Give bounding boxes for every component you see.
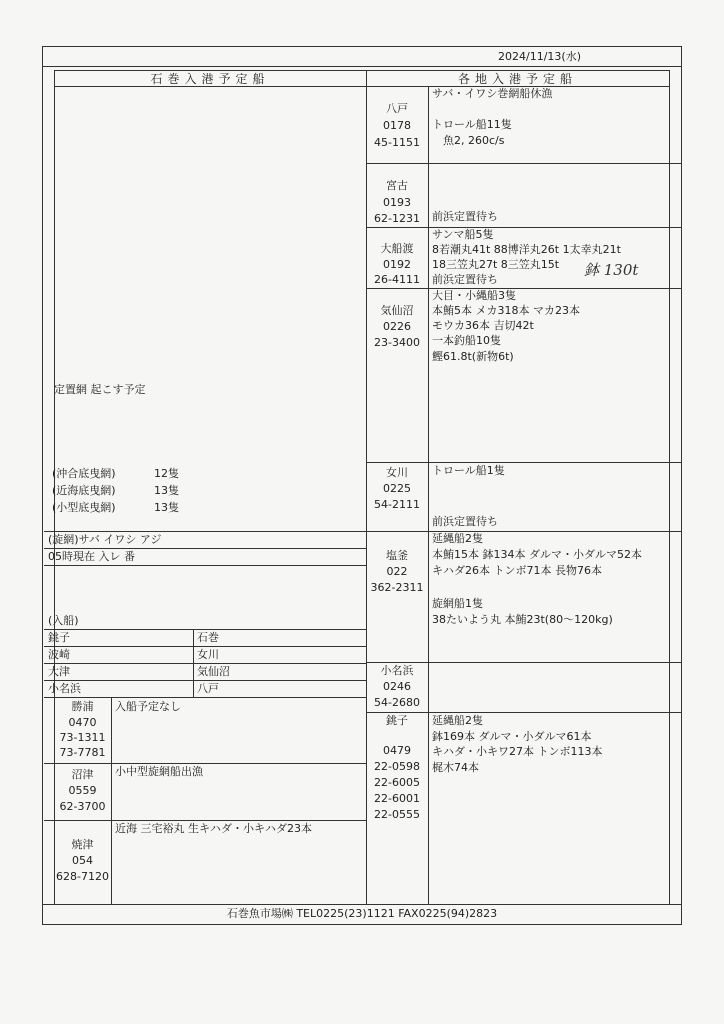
right-header: 各地入港予定船 <box>457 72 577 86</box>
block-content: 小中型旋網船出漁 <box>115 765 203 778</box>
port-name: 小名浜 <box>380 664 414 677</box>
left-header: 石巻入港予定船 <box>150 72 270 86</box>
frame-right <box>681 46 682 925</box>
port-name: 八戸 <box>386 102 408 115</box>
frame-top <box>42 46 682 47</box>
makiami-row: (旋網)サバ イワシ アジ <box>48 533 162 546</box>
block-content: 近海 三宅裕丸 生キハダ・小キハダ23本 <box>115 822 312 835</box>
port-name: 女川 <box>386 466 408 479</box>
trawl-count: 13隻 <box>154 484 179 497</box>
trawl-count: 12隻 <box>154 467 179 480</box>
nyusen-label: (入船) <box>48 614 79 627</box>
footer: 石巻魚市場㈱ TEL0225(23)1121 FAX0225(94)2823 <box>226 907 498 920</box>
handwritten-note: 鉢 130t <box>584 261 639 279</box>
port-from: 波崎 <box>48 648 70 661</box>
port-to: 八戸 <box>197 682 219 695</box>
trawl-count: 13隻 <box>154 501 179 514</box>
teichi-note: 定置網 起こす予定 <box>54 383 146 396</box>
block-content: 入船予定なし <box>115 700 181 713</box>
document-page: 2024/11/13(水) 石巻入港予定船 各地入港予定船 定置網 起こす予定 (沖合底曳網) 12隻 (近海底曳網) 13隻 (小型底曳網) 13隻 (旋網)サバ イワシ アジ 05時現在 入レ 番 (入船) 銚子 石巻 波崎 女川 大津 気仙沼 小名浜 八戸 勝浦 0470 73-1311 73-7781 入船予定なし 沼津 0559 62-3700 小中型旋網船出漁 焼津 054 628-7120 近海 三宅裕丸 生キハダ・小キハダ23本 八戸 0178 45-1151 サバ・イワシ巻網船休漁 トロール船11隻 魚2, 260c/s 宮古 0193 62-1231 前浜定置待ち 大船渡 0192 26-4111 サンマ船5隻 8若潮丸41t 88博洋丸26t 1太幸丸21t 18三笠丸27t 8三笠丸15t 前浜定置待ち 鉢 130t 気仙沼 0226 23-3400 大目・小縄船3隻 本鮪5本 メカ318本 マカ23本 モウカ36本 吉切42t 一本釣船10隻 鰹61.8t(新物6t) 女川 0225 54-2111 トロール船1隻 前浜定置待ち 塩釜 022 362-2311 延縄船2隻 本鮪15本 鉢134本 ダルマ・小ダルマ52本 キハダ26本 トンボ71本 長物76本 旋網船1隻 38たいよう丸 本鮪23t(80～120kg) 小名浜 0246 54-2680 銚子 0479 22-0598 22-6005 22-6001 22-0555 延縄船2隻 鉢169本 ダルマ・小ダルマ61本 キハダ・小キワ27本 トンボ113本 梶木74本 石巻魚市場㈱ TEL0225(23)1121 FAX0225(94)2823 <box>0 0 724 1024</box>
port-to: 気仙沼 <box>197 665 230 678</box>
port-name: 大船渡 <box>380 242 414 255</box>
port-name: 気仙沼 <box>380 304 414 317</box>
port-from: 小名浜 <box>48 682 81 695</box>
block-name: 勝浦 <box>71 700 94 713</box>
status-row: 05時現在 入レ 番 <box>48 550 135 563</box>
port-from: 銚子 <box>48 631 70 644</box>
port-to: 石巻 <box>197 631 219 644</box>
port-from: 大津 <box>48 665 70 678</box>
port-name: 宮古 <box>386 179 408 192</box>
right-name-divider <box>428 86 429 904</box>
frame-left <box>42 46 43 925</box>
port-name: 銚子 <box>386 714 408 727</box>
port-to: 女川 <box>197 648 219 661</box>
date: 2024/11/13(水) <box>498 50 581 63</box>
trawl-label: (小型底曳網) <box>52 501 116 514</box>
frame-bottom <box>42 924 682 925</box>
trawl-label: (沖合底曳網) <box>52 467 116 480</box>
block-name: 沼津 <box>71 768 94 781</box>
trawl-label: (近海底曳網) <box>52 484 116 497</box>
block-name: 焼津 <box>71 838 94 851</box>
port-name: 塩釜 <box>386 549 408 562</box>
